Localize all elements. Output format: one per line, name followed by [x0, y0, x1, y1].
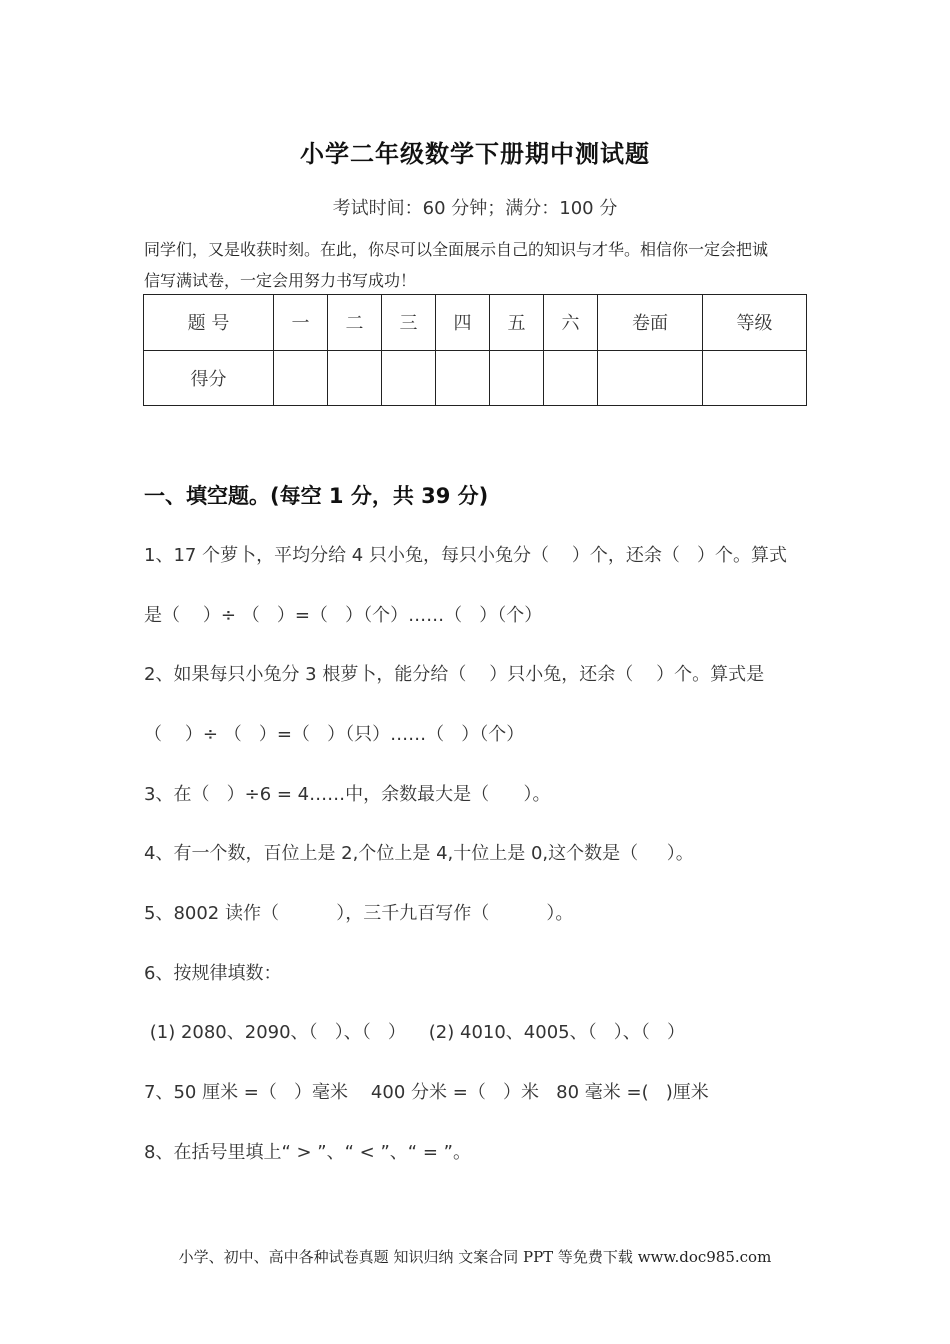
question-line: 7、50 厘米 =（ ）毫米 400 分米 =（ ）米 80 毫米 =( )厘米 — [144, 1082, 709, 1103]
score-cell — [382, 350, 436, 406]
question-line: 是（ ）÷ （ ）=（ ）（个）……（ ）（个） — [144, 605, 543, 626]
score-cell — [436, 350, 490, 406]
score-table-score-row — [144, 350, 807, 406]
question-line: 2、如果每只小兔分 3 根萝卜，能分给（ ）只小兔，还余（ ）个。算式是 — [144, 664, 765, 685]
header-cell-4: 四 — [436, 295, 490, 351]
question-line: 6、按规律填数： — [144, 963, 282, 984]
question-line: 3、在（ ）÷6 = 4……中，余数最大是（ ）。 — [144, 784, 551, 805]
header-cell-grade: 等级 — [703, 295, 807, 351]
score-cell — [490, 350, 544, 406]
header-cell-2: 二 — [328, 295, 382, 351]
page-footer: 小学、初中、高中各种试卷真题 知识归纳 文案合同 PPT 等免费下载 www.doc985.com — [178, 1248, 772, 1266]
question-line: 5、8002 读作（ ），三千九百写作（ ）。 — [144, 903, 574, 924]
header-cell-neatness: 卷面 — [598, 295, 703, 351]
header-cell-1: 一 — [274, 295, 328, 351]
score-cell — [598, 350, 703, 406]
question-line: （ ）÷ （ ）=（ ）（只）……（ ）（个） — [144, 724, 525, 745]
section-heading-fill-in: 一、填空题。(每空 1 分，共 39 分) — [144, 484, 489, 508]
header-cell-question-no: 题 号 — [144, 295, 274, 351]
score-row-label: 得分 — [144, 350, 274, 406]
header-cell-6: 六 — [544, 295, 598, 351]
intro-line-2: 信写满试卷，一定会用努力书写成功！ — [144, 271, 417, 290]
score-cell — [274, 350, 328, 406]
question-line: 1、17 个萝卜，平均分给 4 只小兔，每只小兔分（ ）个，还余（ ）个。算式 — [144, 545, 788, 566]
score-cell — [703, 350, 807, 406]
header-cell-3: 三 — [382, 295, 436, 351]
intro-line-1: 同学们，又是收获时刻。在此，你尽可以全面展示自己的知识与才华。相信你一定会把诚 — [144, 240, 769, 259]
question-line: (1) 2080、2090、（ ）、（ ） (2) 4010、4005、（ ）、（ ） — [144, 1022, 685, 1043]
score-cell — [544, 350, 598, 406]
header-cell-5: 五 — [490, 295, 544, 351]
score-table — [143, 294, 807, 406]
question-line: 8、在括号里填上“ > ”、“ < ”、“ = ”。 — [144, 1142, 471, 1163]
score-table-header-row — [144, 295, 807, 351]
exam-info: 考试时间：60 分钟；满分：100 分 — [332, 198, 618, 219]
page-title: 小学二年级数学下册期中测试题 — [300, 140, 650, 168]
score-cell — [328, 350, 382, 406]
question-line: 4、有一个数，百位上是 2,个位上是 4,十位上是 0,这个数是（ ）。 — [144, 843, 694, 864]
